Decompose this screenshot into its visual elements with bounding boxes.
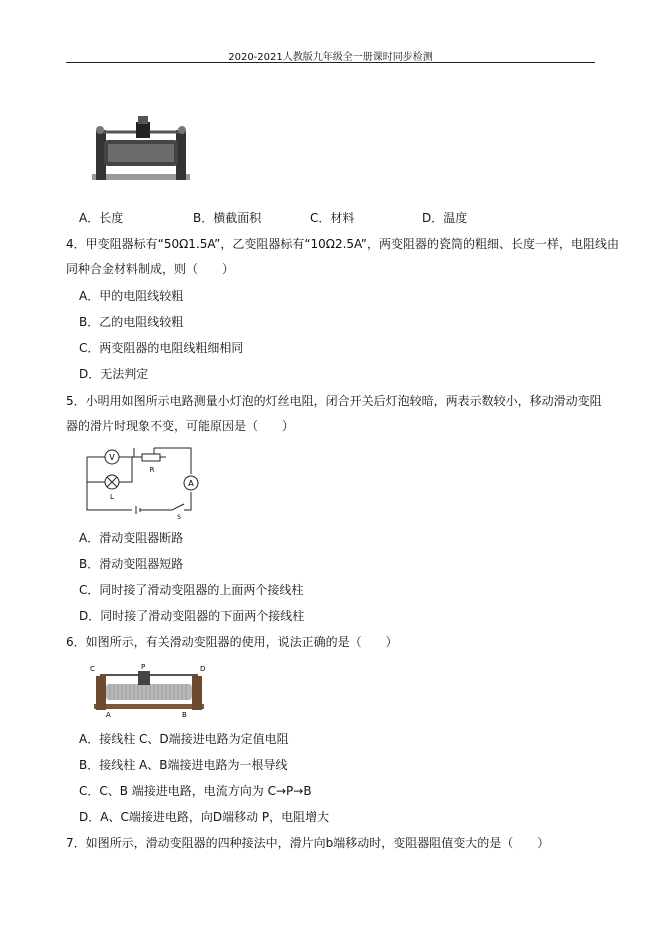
q6-stem: 6．如图所示，有关滑动变阻器的使用，说法正确的是（ ） — [66, 635, 398, 649]
q6-rheostat-figure — [86, 662, 212, 718]
q3-option-c: C．材料 — [310, 211, 355, 225]
q3-option-b: B．横截面积 — [193, 211, 262, 225]
q5-option-a: A．滑动变阻器断路 — [79, 531, 184, 545]
q6-option-d: D．A、C端接进电路，向D端移动 P，电阻增大 — [79, 810, 330, 824]
q6-label-c: C — [90, 665, 95, 673]
q6-label-d: D — [200, 665, 206, 673]
q3-options — [79, 210, 539, 226]
header-rule — [66, 62, 595, 63]
q6-option-a: A．接线柱 C、D端接进电路为定值电阻 — [79, 732, 289, 746]
q6-label-p: P — [141, 663, 146, 671]
q5-stem-line1: 5．小明用如图所示电路测量小灯泡的灯丝电阻，闭合开关后灯泡较暗，两表示数较小，移动滑动变阻 — [66, 394, 602, 408]
q5-option-b: B．滑动变阻器短路 — [79, 557, 184, 571]
switch-label: S — [177, 514, 181, 520]
q5-stem-line2: 器的滑片时现象不变，可能原因是（ ） — [66, 419, 295, 433]
q6-option-c: C．C、B 端接进电路，电流方向为 C→P→B — [79, 784, 312, 798]
q4-option-c: C．两变阻器的电阻线粗细相同 — [79, 341, 244, 355]
page-header: 2020-2021人教版九年级全一册课时同步检测 — [228, 52, 433, 63]
q5-option-c: C．同时接了滑动变阻器的上面两个接线柱 — [79, 583, 304, 597]
q3-option-a: A．长度 — [79, 211, 124, 225]
ammeter-label: A — [188, 479, 194, 488]
q6-label-a: A — [106, 711, 111, 718]
q6-label-b: B — [182, 711, 187, 718]
lamp-label: L — [110, 493, 114, 501]
q4-option-d: D．无法判定 — [79, 367, 149, 381]
q4-option-a: A．甲的电阻线较粗 — [79, 289, 184, 303]
rheostat-photo-figure — [86, 108, 198, 188]
q5-circuit-diagram — [84, 444, 210, 520]
q7-stem: 7．如图所示，滑动变阻器的四种接法中，滑片向b端移动时，变阻器阻值变大的是（ ） — [66, 836, 550, 850]
voltmeter-label: V — [109, 453, 115, 462]
q4-option-b: B．乙的电阻线较粗 — [79, 315, 184, 329]
q6-option-b: B．接线柱 A、B端接进电路为一根导线 — [79, 758, 288, 772]
q4-stem-line2: 同种合金材料制成，则（ ） — [66, 262, 235, 276]
rheostat-label: R — [149, 466, 155, 474]
q3-option-d: D．温度 — [422, 211, 468, 225]
q4-stem-line1: 4．甲变阻器标有“50Ω1.5A”，乙变阻器标有“10Ω2.5A”，两变阻器的瓷筒的粗细、长度一样，电阻线由 — [66, 237, 620, 251]
q5-option-d: D．同时接了滑动变阻器的下面两个接线柱 — [79, 609, 305, 623]
